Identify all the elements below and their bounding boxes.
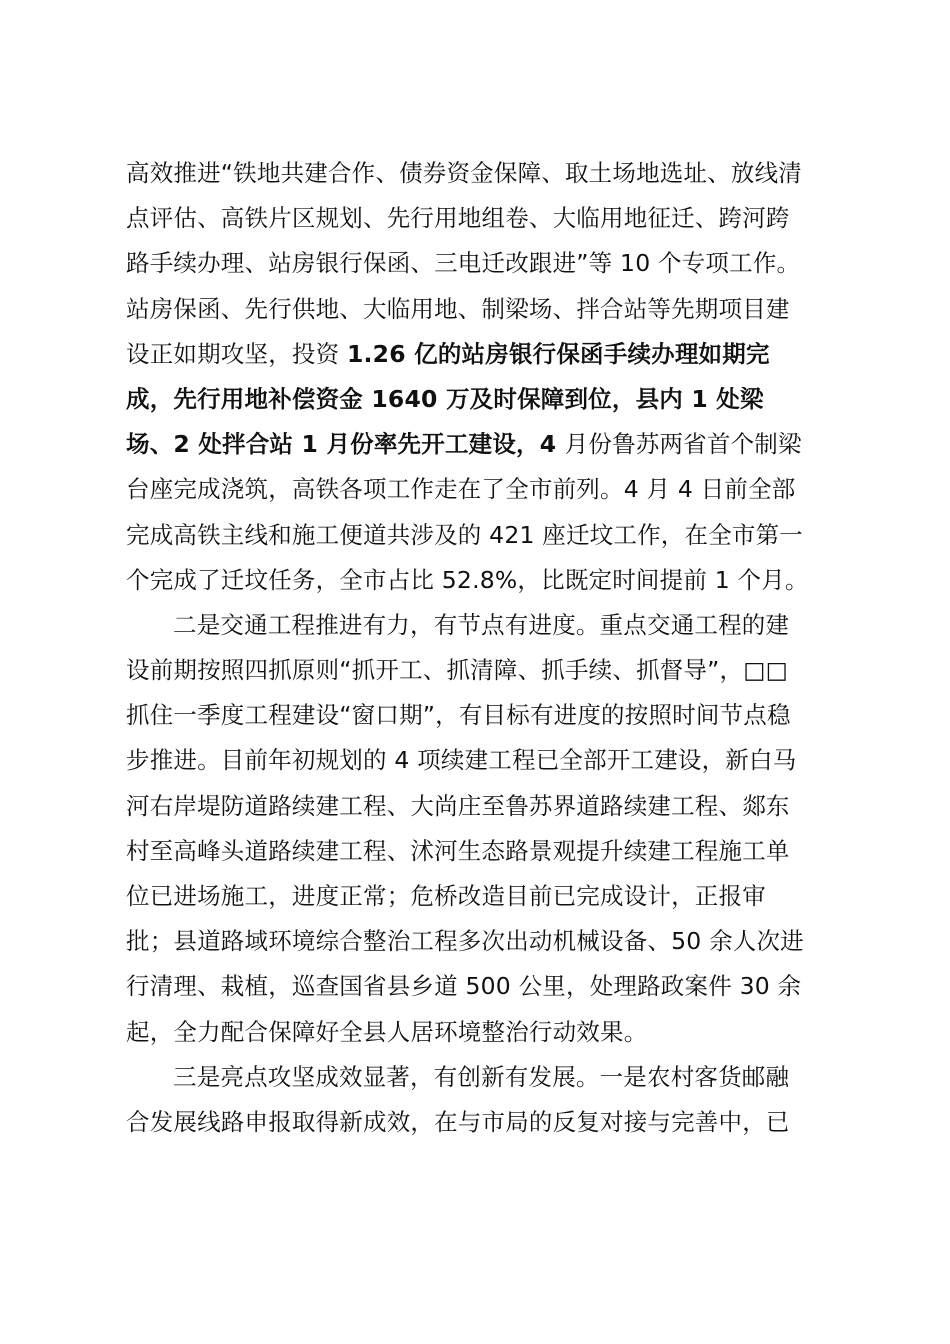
text-line <box>126 513 832 558</box>
text-line <box>126 558 832 603</box>
text-line <box>126 648 832 693</box>
text-segment: 起，全力配合保障好全县人居环境整治行动效果。 <box>126 1017 648 1046</box>
text-line <box>126 784 832 829</box>
text-line <box>126 738 832 783</box>
text-segment: 村至高峰头道路续建工程、沭河生态路景观提升续建工程施工单 <box>126 836 790 865</box>
text-segment: 高效推进“铁地共建合作、债券资金保障、取土场地选址、放线清 <box>126 159 802 187</box>
text-line <box>126 467 832 512</box>
text-line <box>126 377 832 422</box>
text-line <box>126 1100 832 1145</box>
text-segment: 步推进。目前年初规划的 4 项续建工程已全部开工建设，新白马 <box>126 746 797 775</box>
text-segment: 位已进场施工，进度正常；危桥改造目前已完成设计，正报审 <box>126 882 766 910</box>
text-line <box>126 151 832 196</box>
text-segment: 二是交通工程推进有力，有节点有进度。重点交通工程的建 <box>173 610 790 639</box>
text-segment: 台座完成浇筑，高铁各项工作走在了全市前列。4 月 4 日前全部 <box>126 475 796 504</box>
text-segment: 设前期按照四抓原则“抓开工、抓清障、抓手续、抓督导”，□□ <box>126 656 789 685</box>
document-body <box>126 151 832 1145</box>
text-segment: 行清理、栽植，巡查国省县乡道 500 公里，处理路政案件 30 余 <box>126 972 802 1001</box>
text-segment: 河右岸堤防道路续建工程、大尚庄至鲁苏界道路续建工程、郯东 <box>126 791 790 820</box>
text-line <box>126 874 832 919</box>
text-segment: 点评估、高铁片区规划、先行用地组卷、大临用地征迁、跨河跨 <box>126 204 790 233</box>
bold-text-segment: 1.26 亿的站房银行保函手续办理如期完 <box>346 339 770 368</box>
text-line <box>126 1010 832 1055</box>
text-line <box>126 603 832 648</box>
text-segment: 设正如期攻坚，投资 <box>126 339 347 368</box>
text-segment: 完成高铁主线和施工便道共涉及的 421 座迁坟工作，在全市第一 <box>126 520 803 549</box>
text-segment: 个完成了迁坟任务，全市占比 52.8%，比既定时间提前 1 个月。 <box>126 565 809 594</box>
text-segment: 路手续办理、站房银行保函、三电迁改跟进”等 10 个专项工作。 <box>126 249 801 278</box>
text-segment: 三是亮点攻坚成效显著，有创新有发展。一是农村客货邮融 <box>173 1062 790 1091</box>
text-segment: 月份鲁苏两省首个制梁 <box>564 430 802 459</box>
text-line <box>126 196 832 241</box>
text-line <box>126 693 832 738</box>
bold-text-segment: 场、2 处拌合站 1 月份率先开工建设，4 <box>126 430 565 459</box>
text-line <box>126 1055 832 1100</box>
text-segment: 批；县道路域环境综合整治工程多次出动机械设备、50 余人次进 <box>126 927 804 956</box>
text-line <box>126 332 832 377</box>
text-line <box>126 287 832 332</box>
text-line <box>126 422 832 467</box>
text-line <box>126 964 832 1009</box>
text-segment: 抓住一季度工程建设“窗口期”，有目标有进度的按照时间节点稳 <box>126 701 791 730</box>
text-segment: 合发展线路申报取得新成效，在与市局的反复对接与完善中，已 <box>126 1107 790 1136</box>
text-line <box>126 241 832 286</box>
text-line <box>126 829 832 874</box>
bold-text-segment: 成，先行用地补偿资金 1640 万及时保障到位，县内 1 处梁 <box>126 384 764 413</box>
text-segment: 站房保函、先行供地、大临用地、制梁场、拌合站等先期项目建 <box>126 294 790 323</box>
text-line <box>126 919 832 964</box>
